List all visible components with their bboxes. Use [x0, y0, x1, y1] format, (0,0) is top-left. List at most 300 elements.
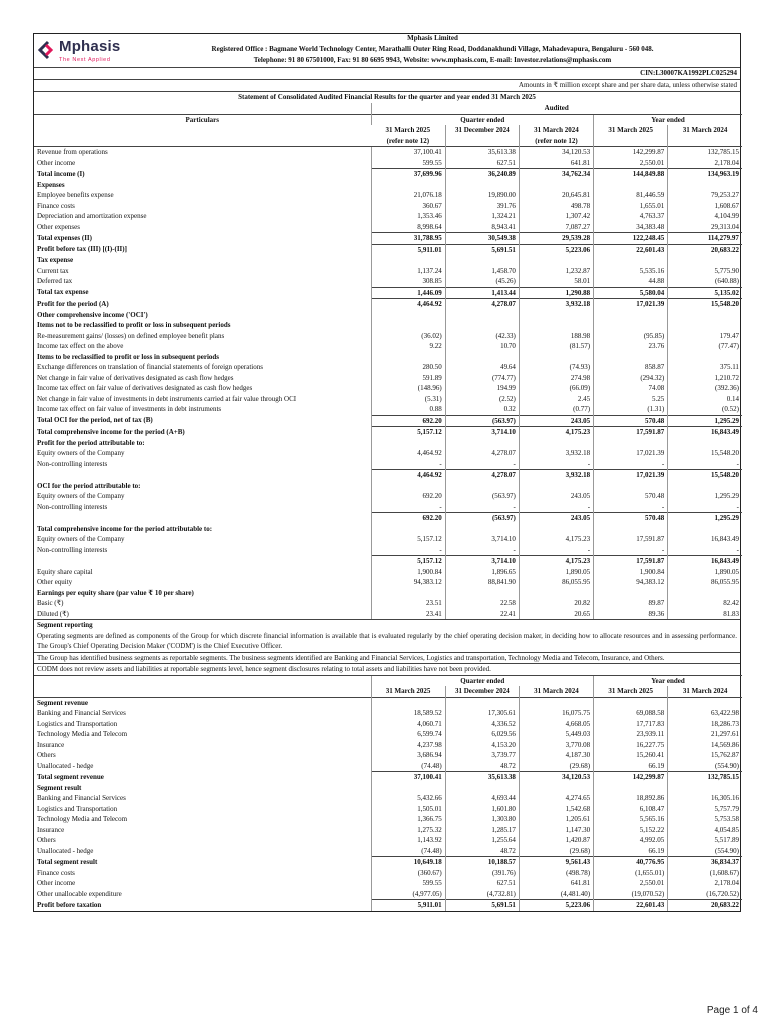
value-cell: - [668, 502, 742, 513]
value-cell: (74.93) [519, 362, 593, 373]
row-label: Banking and Financial Services [37, 709, 126, 717]
value-cell: 1,290.88 [519, 287, 593, 299]
row-label: Net change in fair value of derivatives designated as cash flow hedges [37, 373, 234, 382]
value-cell: 5,565.16 [594, 814, 668, 825]
table-row [34, 545, 742, 556]
value-cell: 66.19 [594, 846, 668, 857]
row-label: Total comprehensive income for the period attributable to: [37, 524, 213, 533]
row-label: Other income [37, 158, 76, 167]
value-cell: 5,135.02 [668, 287, 742, 299]
value-cell: 3,714.10 [445, 534, 519, 545]
value-cell: 3,770.08 [519, 740, 593, 751]
value-cell [519, 320, 593, 331]
value-cell [668, 481, 742, 492]
col-header: 31 March 2024 [519, 125, 593, 136]
value-cell: 79,253.27 [668, 190, 742, 201]
value-cell: 58.01 [519, 276, 593, 287]
value-cell: 5,517.89 [668, 835, 742, 846]
table-row [34, 502, 742, 513]
value-cell: 1,285.17 [445, 825, 519, 836]
value-cell [371, 180, 445, 191]
table-row [34, 352, 742, 363]
blank-cell [34, 675, 371, 686]
value-cell: 5,691.51 [445, 244, 519, 255]
table-row [34, 373, 742, 384]
table-row [34, 814, 742, 825]
value-cell: 2,550.01 [594, 158, 668, 169]
value-cell: (498.78) [519, 868, 593, 879]
value-cell: 1,353.46 [371, 211, 445, 222]
table-row [34, 394, 742, 405]
row-label: Income tax effect on fair value of investments in debt instruments [37, 405, 222, 413]
row-label: Segment revenue [34, 697, 371, 708]
value-cell [668, 438, 742, 449]
value-cell: 1,542.68 [519, 804, 593, 815]
row-label: Earnings per equity share (par value ₹ 10 per share) [37, 588, 194, 597]
value-cell [594, 588, 668, 599]
value-cell [445, 524, 519, 535]
value-cell: 17,021.39 [594, 299, 668, 310]
value-cell: 18,892.86 [594, 793, 668, 804]
value-cell: 20,683.22 [668, 244, 742, 255]
value-cell: 34,120.53 [519, 772, 593, 783]
value-cell: 1,890.05 [668, 567, 742, 578]
table-row [34, 310, 742, 321]
table-row [34, 567, 742, 578]
logo-tagline: The Next Applied [59, 57, 111, 63]
segment-table [34, 675, 742, 911]
row-label: Total comprehensive income for the period (A+B) [37, 427, 185, 436]
table-row [34, 524, 742, 535]
value-cell: 0.88 [371, 404, 445, 415]
value-cell: 1,143.92 [371, 835, 445, 846]
value-cell: 63,422.98 [668, 708, 742, 719]
value-cell [594, 481, 668, 492]
table-row [34, 556, 742, 567]
value-cell [519, 783, 593, 794]
table-row [34, 287, 742, 299]
table-row [34, 415, 742, 427]
value-cell: 22,601.43 [594, 244, 668, 255]
value-cell: 7,087.27 [519, 222, 593, 233]
table-row [34, 147, 742, 158]
row-label [34, 556, 371, 567]
col-note: (refer note 12) [386, 136, 430, 145]
value-cell: 308.85 [371, 276, 445, 287]
value-cell: 570.48 [594, 415, 668, 427]
value-cell: 23.41 [371, 609, 445, 620]
table-row [34, 211, 742, 222]
value-cell: 5,449.03 [519, 729, 593, 740]
segment-reporting-title: Segment reporting [34, 619, 740, 631]
value-cell [519, 588, 593, 599]
row-label: Exchange differences on translation of financial statements of foreign operations [37, 363, 263, 371]
value-cell: 5,911.01 [371, 900, 445, 911]
value-cell: 17,021.39 [594, 448, 668, 459]
amounts-note: Amounts in ₹ million except share and per share data, unless otherwise stated [518, 81, 737, 89]
value-cell: 692.20 [371, 415, 445, 427]
row-label: Equity share capital [37, 567, 93, 576]
value-cell: (554.90) [668, 761, 742, 772]
value-cell: 15,548.20 [668, 470, 742, 481]
row-label: Other expenses [37, 222, 80, 231]
value-cell: 6,029.56 [445, 729, 519, 740]
value-cell: 21,297.61 [668, 729, 742, 740]
value-cell: 10.70 [445, 341, 519, 352]
value-cell: 122,248.45 [594, 233, 668, 245]
value-cell: - [594, 459, 668, 470]
value-cell: 34,762.34 [519, 169, 593, 180]
value-cell: (0.77) [519, 404, 593, 415]
value-cell: 14,569.86 [668, 740, 742, 751]
value-cell: 4,054.85 [668, 825, 742, 836]
value-cell: 29,313.04 [668, 222, 742, 233]
table-row [34, 868, 742, 879]
col-header: 31 March 2025 [371, 686, 445, 697]
row-label: Other income [37, 879, 76, 887]
value-cell: 2,178.04 [668, 158, 742, 169]
value-cell: - [594, 545, 668, 556]
value-cell: - [668, 459, 742, 470]
value-cell: 591.89 [371, 373, 445, 384]
value-cell: (563.97) [445, 491, 519, 502]
value-cell: 498.78 [519, 201, 593, 212]
value-cell: 4,060.71 [371, 719, 445, 730]
value-cell: 1,275.32 [371, 825, 445, 836]
value-cell: 20.82 [519, 598, 593, 609]
value-cell: 6,108.47 [594, 804, 668, 815]
value-cell: 8,943.41 [445, 222, 519, 233]
table-row [34, 889, 742, 900]
value-cell [445, 783, 519, 794]
value-cell: 5,535.16 [594, 266, 668, 277]
value-cell: 31,788.95 [371, 233, 445, 245]
registered-office: Registered Office : Bagmane World Technology Center, Marathalli Outer Ring Road, Doddanakhundi Village, Mahadevapura, Bengaluru - 560 048. [211, 45, 654, 53]
value-cell: 641.81 [519, 158, 593, 169]
value-cell: 49.64 [445, 362, 519, 373]
table-row [34, 331, 742, 342]
value-cell: 15,260.41 [594, 750, 668, 761]
value-cell: 4,336.52 [445, 719, 519, 730]
contact-line: Telephone: 91 80 67501000, Fax: 91 80 6695 9943, Website: www.mphasis.com, E-mail: Investor.relations@mphasis.com [253, 56, 612, 64]
value-cell: (16,720.52) [668, 889, 742, 900]
value-cell [445, 697, 519, 708]
col-header: 31 March 2024 [519, 686, 593, 697]
value-cell: - [594, 502, 668, 513]
row-label: Insurance [37, 740, 65, 749]
table-row [34, 233, 742, 245]
value-cell: 3,686.94 [371, 750, 445, 761]
year-ended-header: Year ended [594, 114, 742, 125]
value-cell: 15,548.20 [668, 299, 742, 310]
value-cell [445, 320, 519, 331]
value-cell [594, 524, 668, 535]
table-row [34, 404, 742, 415]
value-cell [445, 352, 519, 363]
value-cell: 4,175.23 [519, 556, 593, 567]
value-cell: 858.87 [594, 362, 668, 373]
value-cell: - [445, 545, 519, 556]
value-cell: 4,153.20 [445, 740, 519, 751]
value-cell [519, 524, 593, 535]
table-row [34, 857, 742, 868]
value-cell: 4,464.92 [371, 448, 445, 459]
value-cell: (4,732.81) [445, 889, 519, 900]
value-cell: (74.48) [371, 846, 445, 857]
value-cell: 1,303.80 [445, 814, 519, 825]
col-header: 31 December 2024 [445, 686, 519, 697]
value-cell: 89.36 [594, 609, 668, 620]
value-cell [445, 180, 519, 191]
table-row [34, 201, 742, 212]
value-cell [594, 352, 668, 363]
value-cell: 570.48 [594, 491, 668, 502]
col-note: (refer note 12) [519, 136, 593, 147]
value-cell: 375.11 [668, 362, 742, 373]
value-cell: 30,549.38 [445, 233, 519, 245]
mphasis-logo-icon [37, 40, 57, 60]
quarter-ended-header: Quarter ended [371, 675, 594, 686]
value-cell: 6,599.74 [371, 729, 445, 740]
row-label: Revenue from operations [34, 147, 371, 158]
row-label: Other comprehensive income ('OCI') [37, 310, 148, 319]
value-cell: - [519, 502, 593, 513]
value-cell: 1,232.87 [519, 266, 593, 277]
value-cell: 16,843.49 [668, 427, 742, 438]
value-cell [519, 310, 593, 321]
value-cell [371, 320, 445, 331]
value-cell: 1,324.21 [445, 211, 519, 222]
page-number: Page 1 of 4 [706, 1005, 758, 1016]
value-cell: (563.97) [445, 415, 519, 427]
value-cell [371, 524, 445, 535]
value-cell [668, 352, 742, 363]
value-cell: - [519, 459, 593, 470]
value-cell: 142,299.87 [594, 772, 668, 783]
logo-wordmark: Mphasis [59, 38, 121, 55]
value-cell: 34,120.53 [519, 147, 593, 158]
table-row [34, 729, 742, 740]
value-cell: 5,432.66 [371, 793, 445, 804]
value-cell [371, 697, 445, 708]
value-cell [668, 255, 742, 266]
row-label: Non-controlling interests [37, 459, 108, 468]
value-cell: 16,075.75 [519, 708, 593, 719]
value-cell: 20,683.22 [668, 900, 742, 911]
value-cell: 15,548.20 [668, 448, 742, 459]
value-cell: 1,255.64 [445, 835, 519, 846]
value-cell [519, 180, 593, 191]
value-cell: 5,775.90 [668, 266, 742, 277]
value-cell: (640.88) [668, 276, 742, 287]
value-cell: (29.68) [519, 761, 593, 772]
value-cell [445, 481, 519, 492]
value-cell: 1,420.87 [519, 835, 593, 846]
value-cell: 1,446.09 [371, 287, 445, 299]
value-cell: 4,175.23 [519, 427, 593, 438]
row-label: Net change in fair value of investments in debt instruments carried at fair value through OCI [37, 394, 297, 403]
value-cell: 4,464.92 [371, 299, 445, 310]
value-cell: 17,591.87 [594, 534, 668, 545]
row-label: Others [37, 836, 56, 844]
value-cell: 21,076.18 [371, 190, 445, 201]
value-cell: 5,157.12 [371, 556, 445, 567]
value-cell: 5,223.06 [519, 244, 593, 255]
table-row [34, 740, 742, 751]
value-cell: 22,601.43 [594, 900, 668, 911]
value-cell: 1,458.70 [445, 266, 519, 277]
value-cell: 1,137.24 [371, 266, 445, 277]
value-cell: 4,693.44 [445, 793, 519, 804]
value-cell: (29.68) [519, 846, 593, 857]
value-cell: 3,932.18 [519, 470, 593, 481]
col-header: 31 March 2025 [594, 686, 668, 697]
table-row [34, 362, 742, 373]
value-cell: 1,147.30 [519, 825, 593, 836]
value-cell: - [371, 502, 445, 513]
letterhead [34, 34, 740, 68]
value-cell: 692.20 [371, 491, 445, 502]
value-cell: 82.42 [668, 598, 742, 609]
value-cell: 23,939.11 [594, 729, 668, 740]
table-row [34, 427, 742, 438]
table-row [34, 772, 742, 783]
value-cell: (392.36) [668, 383, 742, 394]
value-cell: 18,589.52 [371, 708, 445, 719]
table-row [34, 804, 742, 815]
row-label: Finance costs [37, 201, 75, 210]
value-cell: 86,055.95 [668, 577, 742, 588]
value-cell: (1,608.67) [668, 868, 742, 879]
value-cell: (42.33) [445, 331, 519, 342]
value-cell [594, 320, 668, 331]
row-label: Non-controlling interests [37, 545, 108, 554]
value-cell: 5,157.12 [371, 534, 445, 545]
value-cell: - [668, 545, 742, 556]
row-label: Profit before taxation [37, 900, 102, 909]
value-cell [445, 588, 519, 599]
value-cell: 692.20 [371, 513, 445, 524]
value-cell: 1,601.80 [445, 804, 519, 815]
audited-header: Audited [371, 103, 742, 114]
value-cell [668, 310, 742, 321]
value-cell: 1,900.84 [594, 567, 668, 578]
value-cell: 10,188.57 [445, 857, 519, 868]
table-row [34, 825, 742, 836]
table-row [34, 750, 742, 761]
value-cell: - [371, 459, 445, 470]
row-label: Diluted (₹) [37, 609, 69, 618]
value-cell: 19,890.00 [445, 190, 519, 201]
value-cell: 5,157.12 [371, 427, 445, 438]
col-note [668, 136, 742, 147]
value-cell [668, 524, 742, 535]
row-label: Profit before tax (III) [(I)-(II)] [37, 245, 127, 253]
value-cell: 36,834.37 [668, 857, 742, 868]
value-cell [371, 310, 445, 321]
value-cell: 5,152.22 [594, 825, 668, 836]
value-cell: 243.05 [519, 513, 593, 524]
value-cell: - [445, 459, 519, 470]
value-cell: 48.72 [445, 761, 519, 772]
col-header: 31 March 2024 [668, 686, 742, 697]
row-label [34, 513, 371, 524]
value-cell: 4,104.99 [668, 211, 742, 222]
value-cell: 17,021.39 [594, 470, 668, 481]
row-label: Unallocated - hedge [37, 761, 94, 770]
row-label: Profit for the period (A) [37, 299, 109, 308]
value-cell: 40,776.95 [594, 857, 668, 868]
value-cell [445, 310, 519, 321]
table-row [34, 761, 742, 772]
value-cell: 94,383.12 [594, 577, 668, 588]
segment-paragraph: Operating segments are defined as components of the Group for which discrete financial information is available that is evaluated regularly by the chief operating decision maker, in deciding how to allocate resources and in assessing performance. The Group's Chief Operating Decision Maker ('CODM') is the Chief Executive Officer. [37, 631, 737, 650]
table-row [34, 459, 742, 470]
value-cell [371, 255, 445, 266]
value-cell [445, 255, 519, 266]
value-cell: 4,278.07 [445, 448, 519, 459]
value-cell: (77.47) [668, 341, 742, 352]
value-cell: 134,963.19 [668, 169, 742, 180]
value-cell [594, 438, 668, 449]
table-row [34, 846, 742, 857]
value-cell: 3,714.10 [445, 427, 519, 438]
table-row [34, 180, 742, 191]
table-row [34, 588, 742, 599]
table-row [34, 878, 742, 889]
value-cell: 4,175.23 [519, 534, 593, 545]
value-cell: 20,645.81 [519, 190, 593, 201]
value-cell: 1,890.05 [519, 567, 593, 578]
col-header: 31 March 2025 [385, 126, 431, 134]
table-row [34, 513, 742, 524]
value-cell: 3,714.10 [445, 556, 519, 567]
financial-results-table [34, 103, 742, 619]
value-cell [371, 438, 445, 449]
value-cell: 4,278.07 [445, 470, 519, 481]
value-cell: (391.76) [445, 868, 519, 879]
value-cell: 15,762.87 [668, 750, 742, 761]
row-label: Income tax effect on fair value of derivatives designated as cash flow hedges [37, 384, 253, 392]
value-cell: 37,100.41 [371, 147, 445, 158]
table-row [34, 244, 742, 255]
value-cell [668, 588, 742, 599]
table-row [34, 276, 742, 287]
row-label: Deferred tax [37, 277, 73, 285]
value-cell: 66.19 [594, 761, 668, 772]
value-cell: 18,286.73 [668, 719, 742, 730]
row-label: Banking and Financial Services [37, 794, 126, 802]
value-cell: 16,227.75 [594, 740, 668, 751]
row-label: Items not to be reclassified to profit or loss in subsequent periods [37, 321, 231, 329]
value-cell: 243.05 [519, 491, 593, 502]
value-cell: (45.26) [445, 276, 519, 287]
value-cell: 243.05 [519, 415, 593, 427]
value-cell: 132,785.15 [668, 772, 742, 783]
value-cell: 0.32 [445, 404, 519, 415]
value-cell: - [371, 545, 445, 556]
table-row [34, 438, 742, 449]
row-label: Equity owners of the Company [37, 535, 125, 543]
cin-number: CIN:L30007KA1992PLC025294 [34, 68, 740, 80]
value-cell: 5,691.51 [445, 900, 519, 911]
value-cell: 4,763.37 [594, 211, 668, 222]
value-cell: (774.77) [445, 373, 519, 384]
value-cell [594, 180, 668, 191]
value-cell: 9.22 [371, 341, 445, 352]
col-header: 31 March 2024 [668, 125, 742, 136]
value-cell: 5.25 [594, 394, 668, 405]
